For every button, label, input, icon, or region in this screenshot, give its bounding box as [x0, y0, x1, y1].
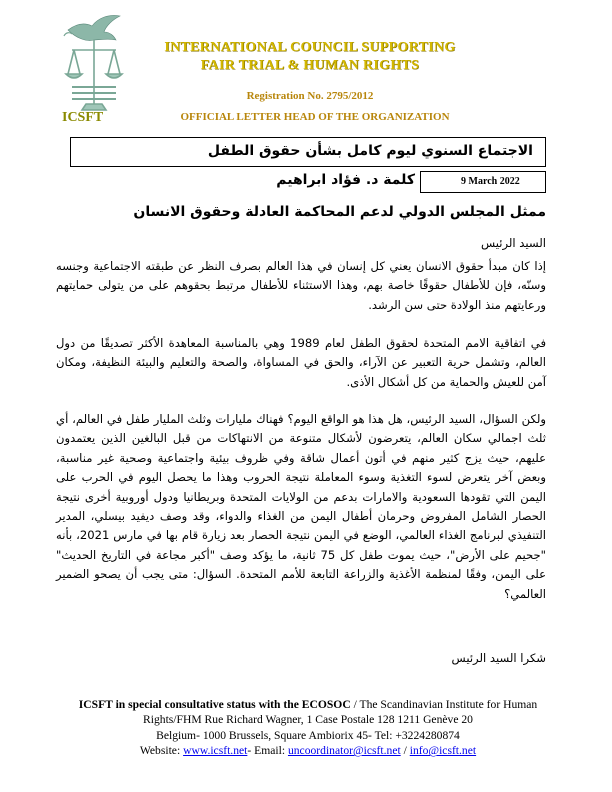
footer-status: ICSFT in special consultative status with the ECOSOC [78, 698, 351, 711]
speaker-line: كلمة د. فؤاد ابراهيم [276, 172, 415, 188]
salutation: السيد الرئيس [480, 236, 546, 250]
document-title: الاجتماع السنوي ليوم كامل بشأن حقوق الطفل [207, 143, 533, 159]
website-link[interactable]: www.icsft.net [183, 744, 248, 758]
footer-website-label: Website: [139, 744, 184, 758]
paragraph-2: في اتفاقية الامم المتحدة لحقوق الطفل لعام 1989 وهي بالمناسبة المعاهدة الأكثر تصديقًا من دول العالم، وتشمل حرية التعبير عن الآراء، والحق في المساواة، والصحة والتعليم والبيئة النظيفة، ومكان آمن للعيش والحماية من كل أشكال الأذى. [56, 336, 546, 389]
footer-email-label: - Email: [247, 744, 288, 758]
email-link-uncoordinator[interactable]: uncoordinator@icsft.net [287, 744, 401, 758]
footer-address-2: Belgium- 1000 Brussels, Square Ambiorix 45- Tel: +3224280874 [156, 728, 460, 742]
registration-number: Registration No. 2795/2012 [246, 90, 374, 102]
date-box: 9 March 2022 [420, 171, 546, 193]
footer [70, 697, 546, 759]
closing-line: شكرا السيد الرئيس [451, 651, 546, 665]
email-link-info[interactable]: info@icsft.net [409, 744, 477, 758]
document-title-box [70, 137, 546, 167]
paragraph-1: إذا كان مبدأ حقوق الانسان يعني كل إنسان في هذا العالم بصرف النظر عن طبقته الاجتماعية وجنسه وسنّه، فإن للأطفال حقوقًا خاصة بهم، وهذا الاستثناء للأطفال مرتبط بحقوهم على من يتولى حمايتهم ورعايتهم منذ الولادة حتى سن الرشد. [56, 259, 546, 312]
org-title-line1: INTERNATIONAL COUNCIL SUPPORTING [164, 40, 456, 55]
footer-address-1: / The Scandinavian Institute for Human Rights/FHM Rue Richard Wagner, 1 Case Postale 128 1211 Genève 20 [143, 698, 538, 727]
paragraph-3: ولكن السؤال، السيد الرئيس، هل هذا هو الواقع اليوم؟ فهناك مليارات وثلث المليار طفل في العالم، أي ثلث اجمالي سكان العالم، يتعرضون لأشكال متنوعة من الانتهاكات من قبل البالغين الذين يعتمدون عليهم، حيث يزج كثير منهم في أتون أعمال شاقة وفي ظروف بيئية واجتماعية وصحية غير مناسبة، وبعض آخر يتعرض لسوء التغذية وسوء المعاملة نتيجة الحروب وهذا ما يحصل اليوم في الحرب على اليمن التي تقودها السعودية والامارات بدعم من الولايات المتحدة وبريطانيا ودول أوروبية أخرى نتيجة الحصار الشامل المفروض وحرمان أطفال اليمن من الغذاء والدواء، وقد وصف ديفيد بيسلي، المدير التنفيذي لبرنامج الغذاء العالمي، الوضع في اليمن نتيجة الحصار بعد زيارة قام بها في مارس 2021، بأنه "جحيم على الأرض"، حيث يموت طفل كل 75 ثانية، ما يؤكد وصف "أكبر مجاعة في التاريخ الحديث" على اليمن، وفقًا لمنظمة الأغذية والزراعة التابعة للأمم المتحدة. السؤال: متى يجب أن يصحو الضمير العالمي؟ [56, 412, 546, 601]
org-title-line2: FAIR TRIAL & HUMAN RIGHTS [200, 58, 420, 73]
org-acronym: ICSFT [62, 110, 104, 125]
footer-separator: / [400, 744, 410, 758]
official-letterhead-label: OFFICIAL LETTER HEAD OF THE ORGANIZATION [180, 111, 450, 123]
representative-heading: ممثل المجلس الدولي لدعم المحاكمة العادلة وحقوق الانسان [133, 204, 546, 220]
